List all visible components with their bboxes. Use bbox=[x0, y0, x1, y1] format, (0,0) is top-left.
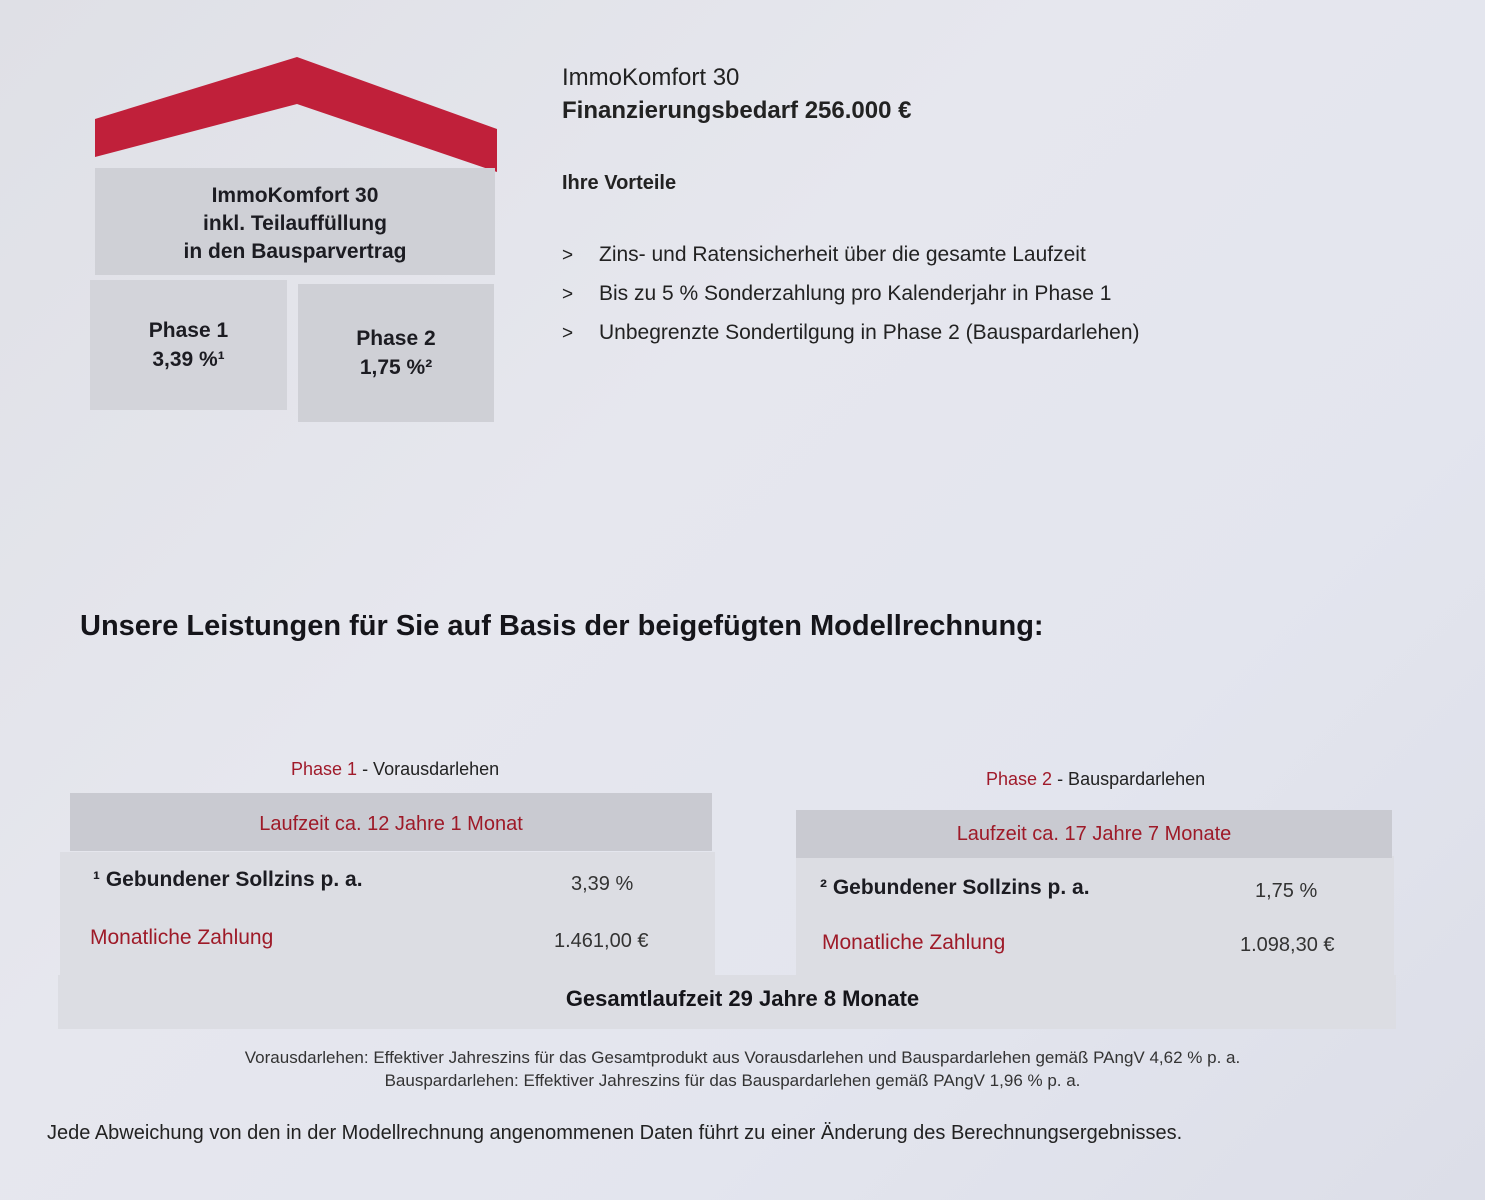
phase1-duration: Laufzeit ca. 12 Jahre 1 Monat bbox=[70, 793, 712, 851]
house-roof-graphic bbox=[95, 57, 497, 172]
benefit-text: Bis zu 5 % Sonderzahlung pro Kalenderjahr in Phase 1 bbox=[599, 282, 1112, 305]
footnote-effective-rate-total: Vorausdarlehen: Effektiver Jahreszins für das Gesamtprodukt aus Vorausdarlehen und Bauspardarlehen gemäß PAngV 4,62 % p. a. bbox=[244, 1048, 1241, 1067]
roof-shape bbox=[95, 57, 497, 172]
benefit-item bbox=[562, 275, 1140, 314]
phase2-caption bbox=[986, 769, 1205, 790]
house-product-label bbox=[95, 168, 495, 275]
phase2-rate-value: 1,75 % bbox=[1255, 880, 1318, 902]
benefits-title: Ihre Vorteile bbox=[562, 172, 677, 194]
house-phase1-name: Phase 1 bbox=[148, 319, 229, 342]
chevron-right-icon: > bbox=[562, 245, 574, 266]
phase2-rate-label: ² Gebundener Sollzins p. a. bbox=[820, 876, 1090, 899]
benefit-item bbox=[562, 236, 1140, 275]
financing-need: Finanzierungsbedarf 256.000 € bbox=[562, 97, 912, 124]
phase2-duration: Laufzeit ca. 17 Jahre 7 Monate bbox=[796, 810, 1392, 858]
phase2-caption-type: - Bauspardarlehen bbox=[1052, 769, 1206, 789]
phase1-payment-value: 1.461,00 € bbox=[554, 930, 649, 952]
phase1-rate-value: 3,39 % bbox=[571, 873, 634, 895]
house-phase2-name: Phase 2 bbox=[356, 327, 436, 350]
section-title: Unsere Leistungen für Sie auf Basis der beigefügten Modellrechnung: bbox=[80, 610, 1044, 642]
benefit-item bbox=[562, 314, 1140, 353]
footnote-effective-rate-bauspar: Bauspardarlehen: Effektiver Jahreszins für das Bauspardarlehen gemäß PAngV 1,96 % p. a. bbox=[384, 1071, 1081, 1090]
house-label-line3: in den Bausparvertrag bbox=[183, 240, 407, 263]
house-phase2-box bbox=[298, 284, 494, 422]
chevron-right-icon: > bbox=[562, 284, 574, 305]
house-phase1-box bbox=[90, 280, 287, 410]
total-duration: Gesamtlaufzeit 29 Jahre 8 Monate bbox=[565, 986, 920, 1011]
phase1-payment-label: Monatliche Zahlung bbox=[90, 926, 274, 949]
phase1-caption bbox=[291, 759, 499, 780]
phase2-payment-value: 1.098,30 € bbox=[1240, 934, 1335, 956]
phase1-caption-name: Phase 1 bbox=[291, 759, 358, 779]
benefit-text: Zins- und Ratensicherheit über die gesamte Laufzeit bbox=[599, 243, 1086, 266]
phase2-payment-label: Monatliche Zahlung bbox=[822, 931, 1006, 954]
benefits-list bbox=[562, 236, 1140, 353]
house-phase1-rate: 3,39 %¹ bbox=[152, 348, 225, 371]
house-phase2-rate: 1,75 %² bbox=[359, 356, 433, 379]
chevron-right-icon: > bbox=[562, 323, 574, 344]
product-title: ImmoKomfort 30 bbox=[562, 64, 740, 91]
phase1-rate-label: ¹ Gebundener Sollzins p. a. bbox=[93, 868, 363, 891]
phase1-caption-type: - Vorausdarlehen bbox=[357, 759, 500, 779]
benefit-text: Unbegrenzte Sondertilgung in Phase 2 (Bauspardarlehen) bbox=[599, 321, 1140, 344]
house-label-line1: ImmoKomfort 30 bbox=[211, 184, 379, 207]
phase2-caption-name: Phase 2 bbox=[986, 769, 1053, 789]
house-label-line2: inkl. Teilauffüllung bbox=[203, 212, 387, 235]
disclaimer: Jede Abweichung von den in der Modellrechnung angenommenen Daten führt zu einer Änderung des Berechnungsergebnisses. bbox=[47, 1122, 1183, 1144]
